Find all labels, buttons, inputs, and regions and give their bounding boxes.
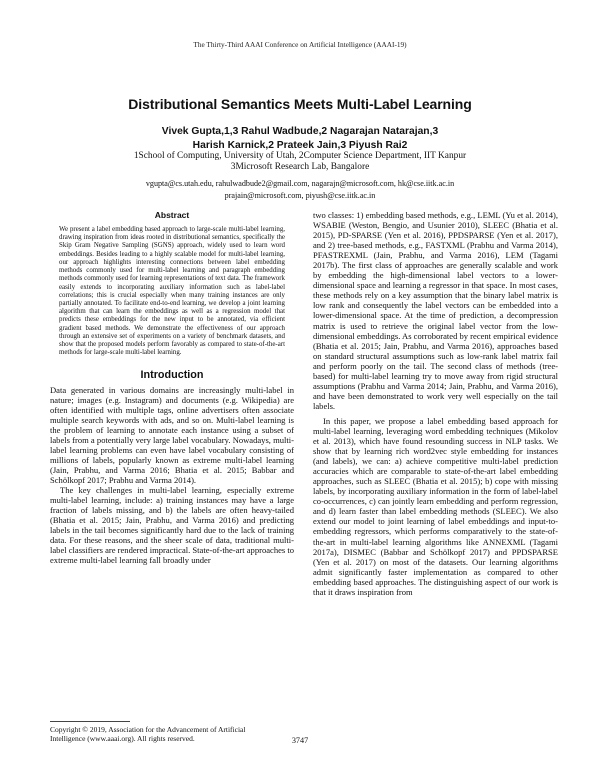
author-emails xyxy=(0,178,600,201)
email-line: vgupta@cs.utah.edu, rahulwadbude2@gmail.com, nagarajn@microsoft.com, hk@cse.iitk.ac.in xyxy=(145,179,455,188)
copyright-line: Copyright © 2019, Association for the Advancement of Artificial xyxy=(50,725,246,734)
author-line: Vivek Gupta,1,3 Rahul Wadbude,2 Nagarajan Natarajan,3 xyxy=(161,126,439,137)
intro-paragraph: The key challenges in multi-label learning, especially extreme multi-label learning, include: a) training instances may have a large fraction of labels missing, and b) the labels are often heavy-tailed (Bhatia et al. 2015; Jain, Prabhu, and Varma 2016) and predicting labels in the tail becomes significantly hard due to the lack of training data. For these reasons, and the sheer scale of data, traditional multi-label classifiers are rendered impractical. State-of-the-art approaches to extreme multi-label learning fall broadly under xyxy=(50,484,294,566)
introduction-heading: Introduction xyxy=(140,368,204,381)
abstract-text: We present a label embedding based approach to large-scale multi-label learning, drawing inspiration from ideas rooted in distributional semantics, specifically the Skip Gram Negative Sampling (SGNS) approach, widely used to learn word embeddings. Besides leading to a highly scalable model for multi-label learning, our approach highlights interesting connections between label embedding methods commonly used for multi-label learning and paragraph embedding methods commonly used for learning representations of text data. The framework easily extends to incorporating auxiliary information such as label-label correlations; this is crucial especially when many training instances are only partially annotated. To facilitate end-to-end learning, we develop a joint learning algorithm that can learn the embeddings as well as a regression model that predicts these embeddings for the new input to be annotated, via efficient gradient based methods. We demonstrate the effectiveness of our approach through an extensive set of experiments on a variety of benchmark datasets, and show that the proposed models perform favorably as compared to state-of-the-art methods for large-scale multi-label learning. xyxy=(59,226,285,357)
affiliations xyxy=(0,151,600,173)
email-line: prajain@microsoft.com, piyush@cse.iitk.ac.in xyxy=(224,190,376,200)
affiliation-line: 3Microsoft Research Lab, Bangalore xyxy=(230,162,370,173)
abstract-heading: Abstract xyxy=(154,210,190,220)
author-line: Harish Karnick,2 Prateek Jain,3 Piyush Rai2 xyxy=(192,140,408,151)
conference-header: The Thirty-Third AAAI Conference on Artificial Intelligence (AAAI-19) xyxy=(193,40,407,49)
page-number: 3747 xyxy=(291,736,309,745)
author-list xyxy=(0,125,600,153)
footnote-rule xyxy=(50,721,130,722)
intro-paragraph: Data generated in various domains are increasingly multi-label in nature; images (e.g. Instagram) and documents (e.g. Wikipedia) are often identified with multiple tags, online advertisers often associate multiple search keywords with ads, and so on. Multi-label learning is the problem of learning to annotate each instance using a subset of labels from a potentially very large label vocabulary. Nowadays, multi-label learning problems can even have label vocabulary consisting of millions of labels, popularly known as extreme multi-label learning (Jain, Prabhu, and Varma 2016; Bhatia et al. 2015; Babbar and Schölkopf 2017; Prabhu and Varma 2014). xyxy=(50,384,294,485)
left-column xyxy=(50,210,294,565)
paper-title: Distributional Semantics Meets Multi-Label Learning xyxy=(128,96,472,112)
affiliation-line: 1School of Computing, University of Utah, 2Computer Science Department, IIT Kanpur xyxy=(133,151,467,161)
right-column xyxy=(313,210,558,597)
body-paragraph: In this paper, we propose a label embedding based approach for multi-label learning, leveraging word embedding techniques (Mikolov et al. 2013), which have found resounding success in NLP tasks. We show that by learning rich word2vec style embedding for instances (and labels), we can: a) achieve competitive multi-label prediction accuracies which are comparable to state-of-the-art label embedding approaches, such as SLEEC (Bhatia et al. 2015); b) cope with missing labels, by incorporating auxiliary information in the form of label-label co-occurrences, c) can jointly learn embedding and perform regression, and d) learn faster than label embedding methods (SLEEC). We also extend our model to joint learning of label embeddings and input-to-embedding regressors, which performs comparatively to the state-of-the-art in multi-label learning algorithms like ANNEXML (Tagami 2017a), DISMEC (Babbar and Schölkopf 2017) and PPDSPARSE (Yen et al. 2017) on most of the datasets. Our learning algorithms admit significantly faster implementation as compared to other embedding based approaches. The distinguishing aspect of our work is that it draws inspiration from xyxy=(313,415,558,597)
copyright-line: Intelligence (www.aaai.org). All rights reserved. xyxy=(50,734,195,743)
body-paragraph: two classes: 1) embedding based methods, e.g., LEML (Yu et al. 2014), WSABIE (Weston, Bengio, and Usunier 2010), SLEEC (Bhatia et al. 2015), PD-SPARSE (Yen et al. 2016), PPDSPARSE (Yen et al. 2017), and 2) tree-based methods, e.g., FASTXML (Prabhu and Varma 2014), PFASTREXML (Jain, Prabhu, and Varma 2016), LEM (Tagami 2017b). The first class of approaches are generally scalable and work by embedding the high-dimensional label vectors to a lower-dimensional space and learning a regressor in that space. In most cases, these methods rely on a key assumption that the binary label matrix is low rank and consequently the label vectors can be embedded into a lower-dimensional space. At the time of prediction, a decompression matrix is used to retrieve the original label vector from the low-dimensional embeddings. As corroborated by recent empirical evidence (Bhatia et al. 2015; Jain, Prabhu, and Varma 2016), approaches based on standard structural assumptions such as low-rank label matrix fail and perform poorly on the tail. The second class of methods (tree-based) for multi-label learning try to move away from rigid structural assumptions (Prabhu and Varma 2014; Jain, Prabhu, and Varma 2016), and have been demonstrated to work very well especially on the tail labels. xyxy=(313,210,558,411)
